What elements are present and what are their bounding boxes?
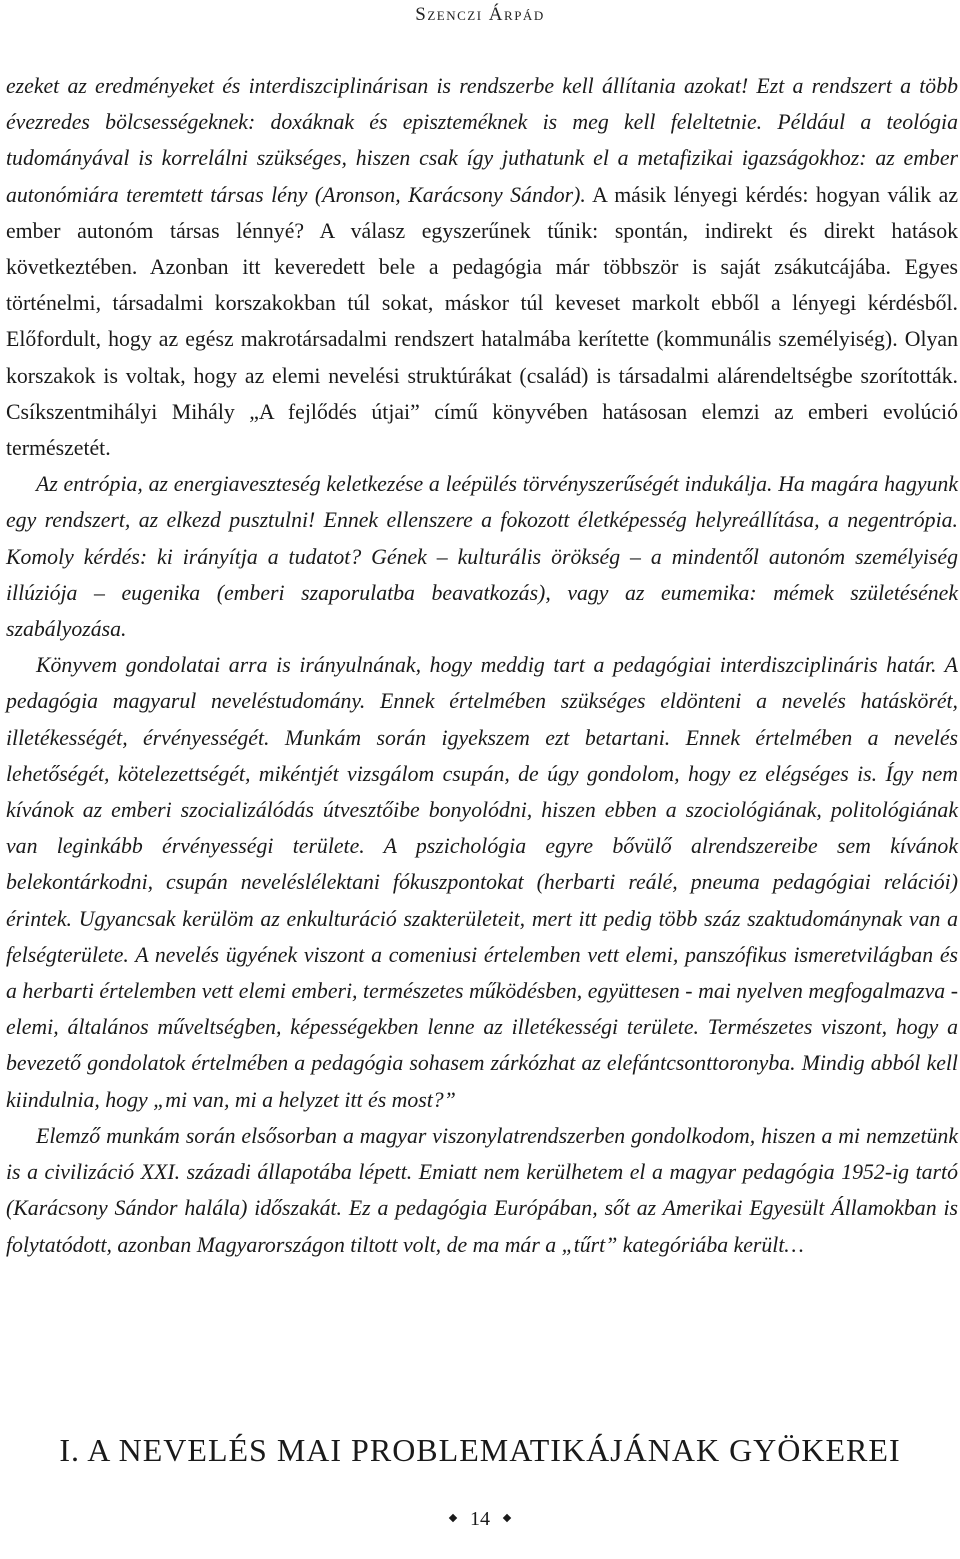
bullet-icon bbox=[503, 1514, 511, 1522]
page-number bbox=[0, 1508, 960, 1531]
page-number-value: 14 bbox=[470, 1508, 490, 1530]
paragraph-segment: Könyvem gondolatai arra is irányulnának, hogy meddig tart a pedagógiai interdiszciplináris határ. A pedagógia magyarul neveléstudomány. Ennek értelmében szükséges eldönteni a nevelés hatáskörét, illetékességét, érvényességét. Munkám során igyekszem ezt betartani. Ennek értelmében a nevelés lehetőségét, kötelezettségét, mikéntjét vizsgálom csupán, de úgy gondolom, hogy ez elégséges is. Így nem kívánok az emberi szocializálódás útvesztőibe bonyolódni, hiszen ebben a szociológiának, politológiának van leginkább érvényességi területe. A pszichológia egyre bővülő alrendszereibe sem kívánok belekontárkodni, csupán neveléslélektani fókuszpontokat (herbarti reálé, pneuma pedagógiai relációi) érintek. Ugyancsak kerülöm az enkulturáció szakterületeit, mert itt pedig több száz szaktudománynak van a felségterülete. A nevelés ügyének viszont a comeniusi értelemben vett elemi, panszófikus ismeretvilágban és a herbarti értelemben vett elemi emberi, természetes működésben, együttesen - mai nyelven megfogalmazva - elemi, általános műveltségben, képességekben lenne az illetékességi területe. Természetes viszont, hogy a bevezető gondolatok értelmében a pedagógia sohasem zárkózhat az elefántcsonttoronyba. Mindig abból kell kiindulnia, hogy „mi van, mi a helyzet itt és most?” bbox=[6, 653, 958, 1112]
paragraph-segment: Elemző munkám során elsősorban a magyar viszonylatrendszerben gondolkodom, hiszen a mi nemzetünk is a civilizáció XXI. századi állapotába lépett. Emiatt nem kerülhetem el a magyar pedagógia 1952-ig tartó (Karácsony Sándor halála) időszakát. Ez a pedagógia Európában, sőt az Amerikai Egyesült Államokban is folytatódott, azonban Magyarországon tiltott volt, de ma már a „tűrt” kategóriába került… bbox=[6, 1123, 958, 1257]
body-text bbox=[6, 68, 958, 1263]
paragraph bbox=[6, 466, 958, 647]
paragraph-segment: Az entrópia, az energiaveszteség keletkezése a leépülés törvényszerűségét indukálja. Ha magára hagyunk egy rendszert, az elkezd pusztulni! Ennek ellenszere a fokozott életképesség helyreállítása, a negentrópia. Komoly kérdés: ki irányítja a tudatot? Gének – kulturális örökség – a mindentől autonóm személyiség illúziója – eugenika (emberi szaporulatba beavatkozás), vagy az eumemika: mémek születésének szabályozása. bbox=[6, 472, 958, 642]
paragraph-segment: ezeket az eredményeket és interdiszciplinárisan is rendszerbe kell állítania azokat! Ezt a rendszert a több évezredes bölcsességeknek: doxáknak és episzteméknek is meg kell feleltetnie. Például a teológia tudományával is korrelálni szükséges, hiszen csak így juthatunk el a metafizikai igazságokhoz: az ember autonómiára teremtett társas lény (Aronson, Karácsony Sándor). bbox=[6, 74, 958, 207]
bullet-icon bbox=[449, 1514, 457, 1522]
running-head: Szenczi Árpád bbox=[415, 4, 545, 25]
chapter-title: I. A NEVELÉS MAI PROBLEMATIKÁJÁNAK GYÖKEREI bbox=[59, 1432, 901, 1468]
paragraph bbox=[6, 68, 958, 466]
paragraph-segment: A másik lényegi kérdés: hogyan válik az ember autonóm társas lénnyé? A válasz egyszerűnek tűnik: spontán, indirekt és direkt hatások következtében. Azonban itt keveredett bele a pedagógia már többször is saját zsákutcájába. Egyes történelmi, társadalmi korszakokban túl sokat, máskor túl keveset markolt ebből a lényegi kérdésből. Előfordult, hogy az egész makrotársadalmi rendszert hatalmába kerítette (kommunális személyiség). Olyan korszakok is voltak, hogy az elemi nevelési struktúrákat (család) is társadalmi alárendeltségbe szorították. Csíkszentmihályi Mihály „A fejlődés útjai” című könyvében hatásosan elemzi az emberi evolúció természetét. bbox=[6, 182, 958, 461]
paragraph bbox=[6, 647, 958, 1118]
paragraph bbox=[6, 1118, 958, 1263]
